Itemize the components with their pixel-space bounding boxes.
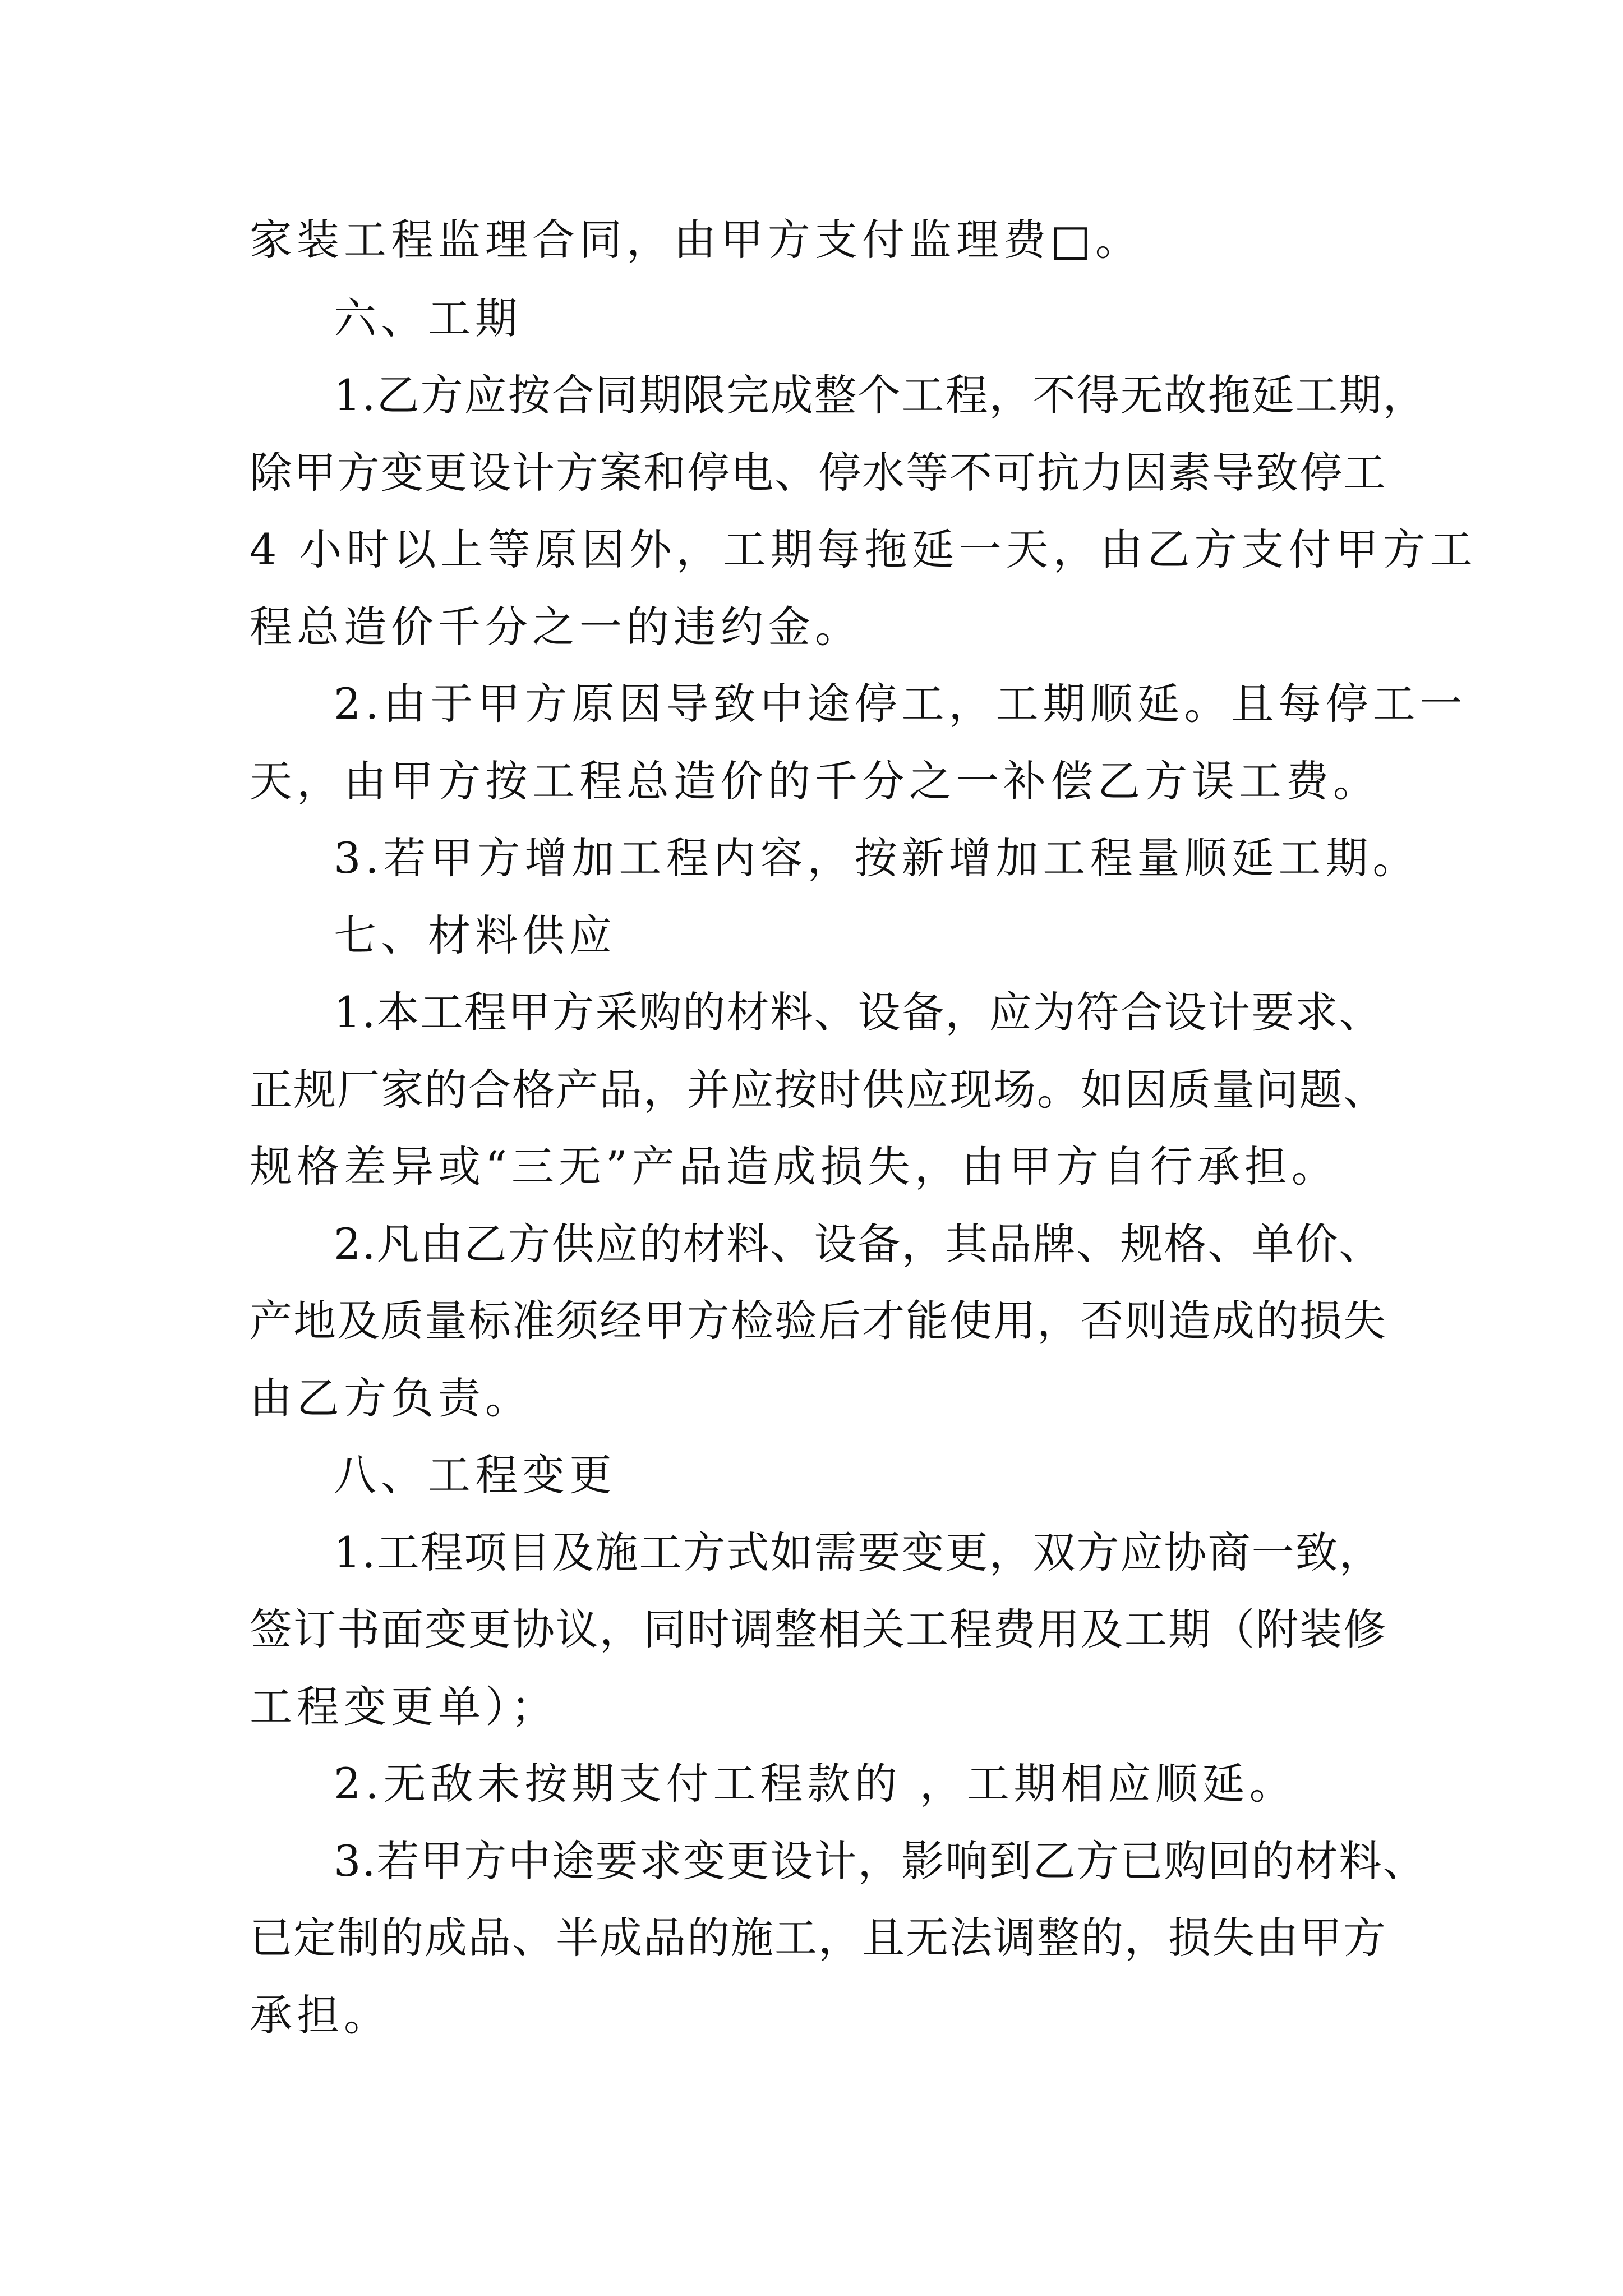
section-heading-changes: 八、工程变更 [334, 1450, 616, 1500]
text-line-24: 承担。 [250, 1990, 391, 2040]
text-line-13: 规格差异或“三无”产品造成损失，由甲方自行承担。 [250, 1142, 1339, 1191]
text-line-6: 程总造价千分之一的违约金。 [250, 602, 862, 652]
text-line-18: 1.工程项目及施工方式如需要变更，双方应协商一致， [334, 1527, 1383, 1577]
text-line-7: 2.由于甲方原因导致中途停工，工期顺延。且每停工一 [334, 679, 1467, 729]
section-heading-materials: 七、材料供应 [334, 910, 616, 960]
text-line-20: 工程变更单）； [250, 1682, 558, 1732]
section-heading-schedule: 六、工期 [334, 293, 522, 343]
text-line-5: 4 小时以上等原因外，工期每拖延一天，由乙方支付甲方工 [250, 524, 1477, 574]
text-line-15: 产地及质量标准须经甲方检验后才能使用，否则造成的损失 [250, 1296, 1387, 1346]
text-line-14: 2.凡由乙方供应的材料、设备，其品牌、规格、单价、 [334, 1219, 1383, 1269]
text-line-9: 3.若甲方增加工程内容，按新增加工程量顺延工期。 [334, 833, 1420, 883]
text-line-1: 家装工程监理合同，由甲方支付监理费□。 [250, 215, 1142, 265]
text-line-3: 1.乙方应按合同期限完成整个工程，不得无故拖延工期， [334, 370, 1427, 420]
text-line-4: 除甲方变更设计方案和停电、停水等不可抗力因素导致停工 [250, 448, 1387, 498]
text-line-11: 1.本工程甲方采购的材料、设备，应为符合设计要求、 [334, 987, 1383, 1037]
text-line-16: 由乙方负责。 [250, 1373, 532, 1423]
text-line-12: 正规厂家的合格产品，并应按时供应现场。如因质量问题、 [250, 1065, 1387, 1115]
text-line-19: 签订书面变更协议，同时调整相关工程费用及工期（附装修 [250, 1604, 1387, 1654]
text-line-21: 2.无敌未按期支付工程款的 ，工期相应顺延。 [334, 1759, 1297, 1809]
text-line-22: 3.若甲方中途要求变更设计，影响到乙方已购回的材料、 [334, 1836, 1427, 1886]
text-line-23: 已定制的成品、半成品的施工，且无法调整的，损失由甲方 [250, 1913, 1387, 1963]
text-line-8: 天，由甲方按工程总造价的千分之一补偿乙方误工费。 [250, 756, 1380, 806]
